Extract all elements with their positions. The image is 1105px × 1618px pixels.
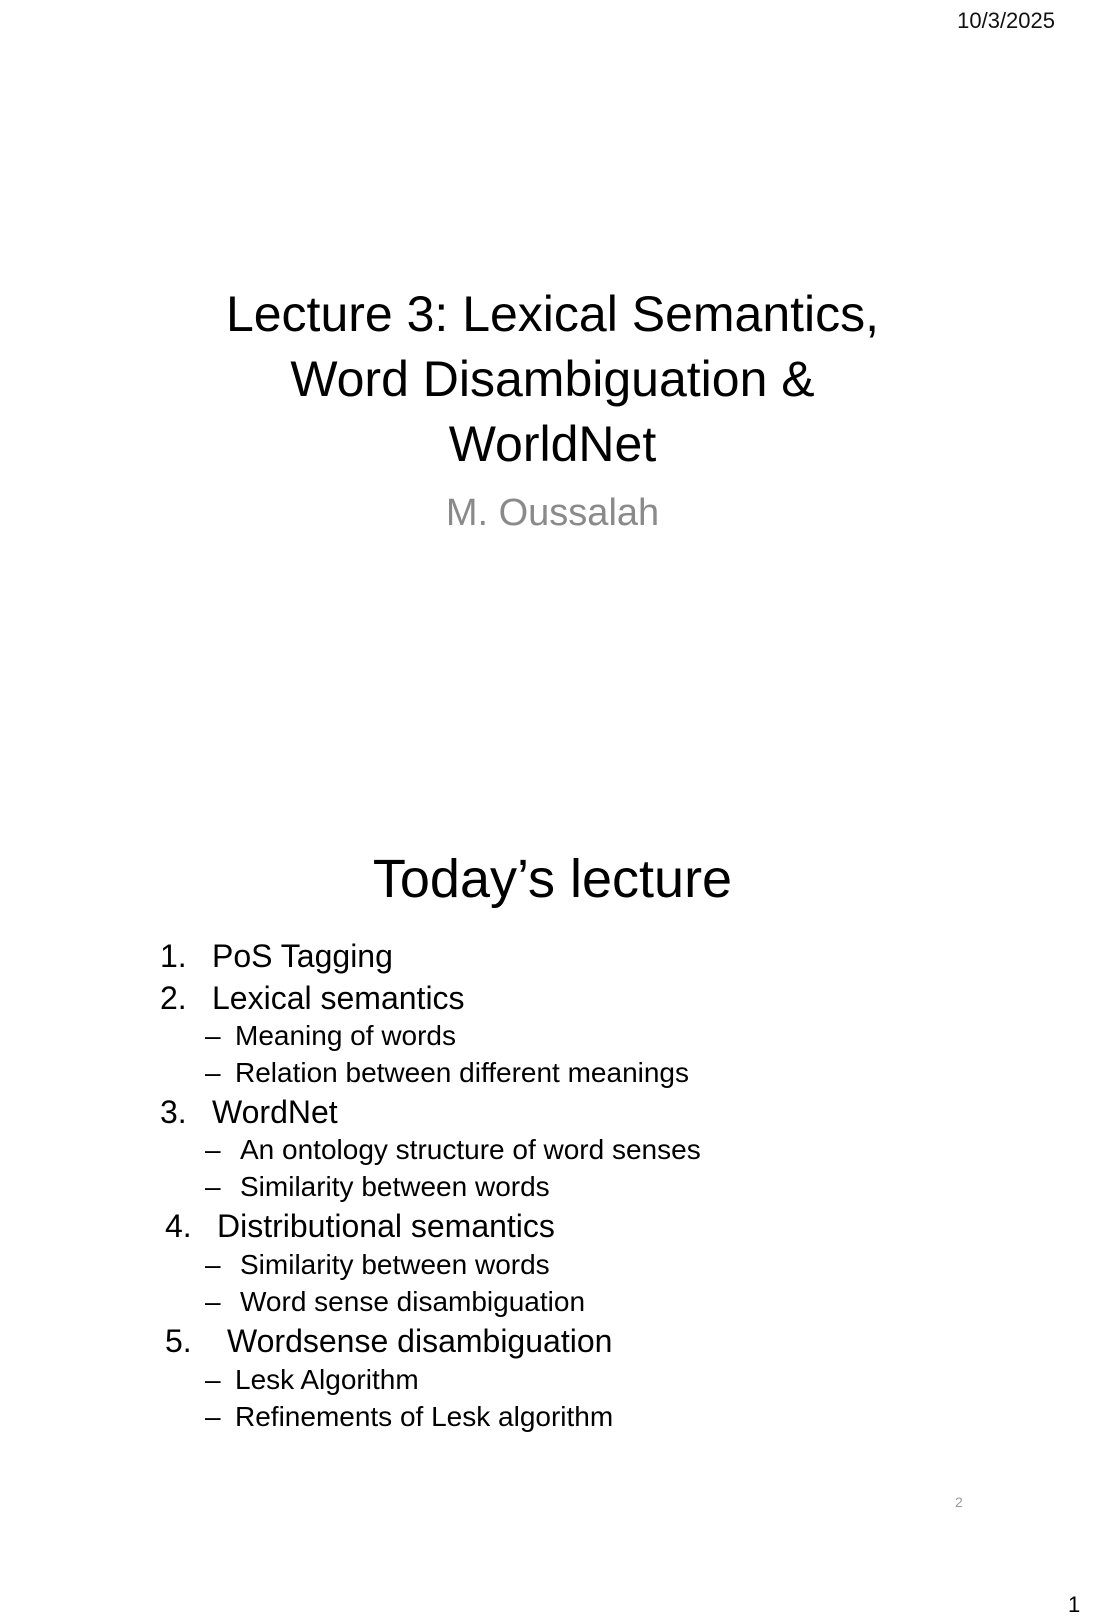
dash-bullet: – xyxy=(205,1057,221,1088)
item-number: 2. xyxy=(160,980,187,1016)
slide2-title: Today’s lecture xyxy=(372,849,733,909)
item-label: PoS Tagging xyxy=(212,938,393,974)
subitem-label: Relation between different meanings xyxy=(235,1057,690,1088)
title-line-3: WorldNet xyxy=(448,416,657,472)
item-number: 3. xyxy=(160,1094,187,1130)
page-number: 1 xyxy=(1068,1592,1081,1617)
author: M. Oussalah xyxy=(445,492,660,534)
item-number: 4. xyxy=(165,1208,192,1244)
title-line-2: Word Disambiguation & xyxy=(290,351,815,407)
title-line-1: Lecture 3: Lexical Semantics, xyxy=(225,286,880,342)
item-number: 5. xyxy=(165,1323,192,1359)
slide1-title xyxy=(0,282,1105,477)
subitem-label: Refinements of Lesk algorithm xyxy=(235,1401,614,1432)
dash-bullet: – xyxy=(205,1020,221,1051)
dash-bullet: – xyxy=(205,1171,221,1202)
subitem-label: An ontology structure of word senses xyxy=(240,1134,701,1165)
item-label: Lexical semantics xyxy=(212,980,465,1016)
print-date: 10/3/2025 xyxy=(957,8,1055,33)
dash-bullet: – xyxy=(205,1286,221,1317)
dash-bullet: – xyxy=(205,1134,221,1165)
subitem-label: Similarity between words xyxy=(240,1249,550,1280)
item-label: Distributional semantics xyxy=(217,1208,555,1244)
dash-bullet: – xyxy=(205,1401,221,1432)
slide-number: 2 xyxy=(955,1494,963,1510)
subitem-label: Lesk Algorithm xyxy=(235,1364,419,1395)
dash-bullet: – xyxy=(205,1364,221,1395)
subitem-label: Similarity between words xyxy=(240,1171,550,1202)
item-label: Wordsense disambiguation xyxy=(227,1323,613,1359)
item-number: 1. xyxy=(160,938,187,974)
subitem-label: Word sense disambiguation xyxy=(240,1286,586,1317)
dash-bullet: – xyxy=(205,1249,221,1280)
subitem-label: Meaning of words xyxy=(235,1020,457,1051)
item-label: WordNet xyxy=(212,1094,338,1130)
